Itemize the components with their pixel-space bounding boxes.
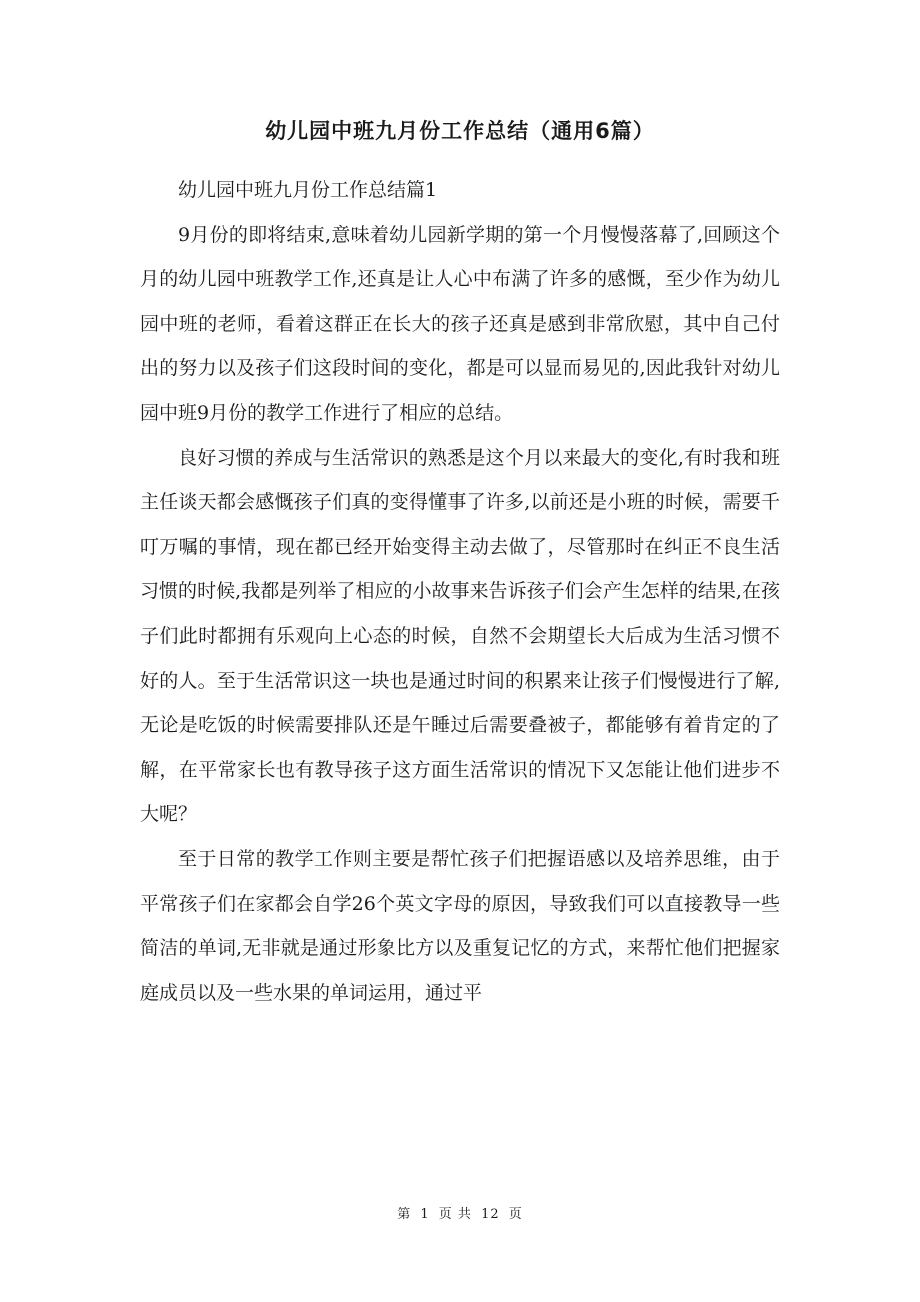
footer-prefix: 第 [397,1207,412,1222]
footer-middle: 页 共 [438,1207,472,1222]
document-title: 幼儿园中班九月份工作总结（通用6篇） [265,119,655,143]
section-heading: 幼儿园中班九月份工作总结篇1 [178,179,438,201]
footer-suffix: 页 [508,1207,523,1222]
document-body [140,168,780,1015]
footer-current-page: 1 [420,1207,430,1222]
paragraph-1: 9月份的即将结束,意味着幼儿园新学期的第一个月慢慢落幕了,回顾这个月的幼儿园中班教学工作,还真是让人心中布满了许多的感慨，至少作为幼儿园中班的老师，看着这群正在长大的孩子还真是感到非常欣慰，其中自己付出的努力以及孩子们这段时间的变化，都是可以显而易见的,因此我针对幼儿园中班9月份的教学工作进行了相应的总结。 [140,223,780,424]
footer-total-pages: 12 [481,1207,500,1222]
page-footer [0,1206,920,1224]
paragraph-3: 至于日常的教学工作则主要是帮忙孩子们把握语感以及培养思维，由于平常孩子们在家都会自学26个英文字母的原因，导致我们可以直接教导一些简洁的单词,无非就是通过形象比方以及重复记忆的方式，来帮忙他们把握家庭成员以及一些水果的单词运用，通过平 [140,847,780,1004]
paragraph-2: 良好习惯的养成与生活常识的熟悉是这个月以来最大的变化,有时我和班主任谈天都会感慨孩子们真的变得懂事了许多,以前还是小班的时候，需要千叮万嘱的事情，现在都已经开始变得主动去做了，尽管那时在纠正不良生活习惯的时候,我都是列举了相应的小故事来告诉孩子们会产生怎样的结果,在孩子们此时都拥有乐观向上心态的时候，自然不会期望长大后成为生活习惯不好的人。至于生活常识这一块也是通过时间的积累来让孩子们慢慢进行了解,无论是吃饭的时候需要排队还是午睡过后需要叠被子，都能够有着肯定的了解，在平常家长也有教导孩子这方面生活常识的情况下又怎能让他们进步不大呢？ [140,446,780,826]
